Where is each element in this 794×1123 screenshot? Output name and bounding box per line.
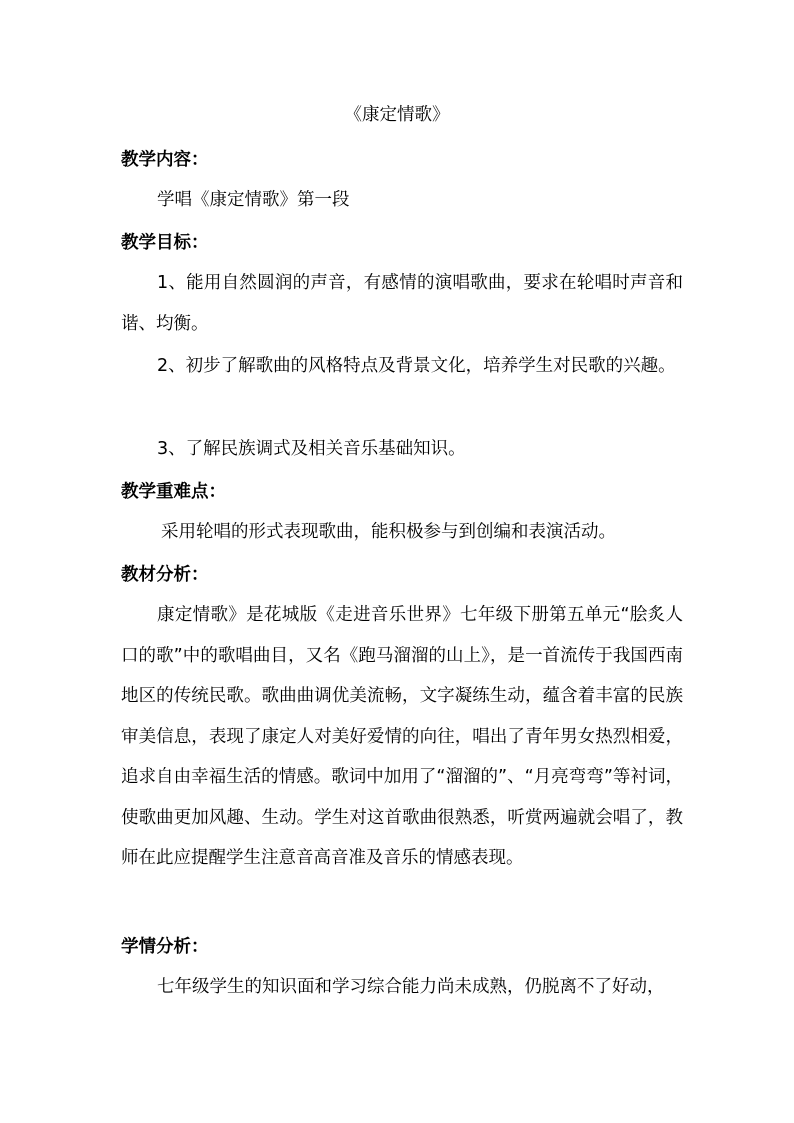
section-paragraph-material-analysis: 康定情歌》是花城版《走进音乐世界》七年级下册第五单元“脍炙人口的歌”中的歌唱曲目，又名《跑马溜溜的山上》，是一首流传于我国西南地区的传统民歌。歌曲曲调优美流畅，文字凝练生动，蕴含着丰富的民族审美信息，表现了康定人对美好爱情的向往，唱出了青年男女热烈相爱，追求自由幸福生活的情感。歌词中加用了“溜溜的”、“月亮弯弯”等衬词，使歌曲更加风趣、生动。学生对这首歌曲很熟悉，听赏两遍就会唱了，教师在此应提醒学生注意音高音准及音乐的情感表现。 xyxy=(121,605,683,868)
section-heading-teaching-goals: 教学目标： xyxy=(121,233,209,253)
section-paragraph-teaching-content: 学唱《康定情歌》第一段 xyxy=(157,190,350,210)
document-title: 《康定情歌》 xyxy=(344,105,450,125)
section-paragraph-key-points: 采用轮唱的形式表现歌曲，能积极参与到创编和表演活动。 xyxy=(161,522,616,542)
section-heading-teaching-content: 教学内容： xyxy=(121,150,209,170)
section-heading-student-analysis: 学情分析： xyxy=(121,937,209,957)
section-heading-material-analysis: 教材分析： xyxy=(121,565,209,585)
goal-item-1: 1、能用自然圆润的声音，有感情的演唱歌曲，要求在轮唱时声音和谐、均衡。 xyxy=(121,273,683,334)
section-paragraph-student-analysis: 七年级学生的知识面和学习综合能力尚未成熟，仍脱离不了好动， xyxy=(157,977,665,997)
goal-item-3: 3、了解民族调式及相关音乐基础知识。 xyxy=(157,439,466,459)
goal-item-2: 2、初步了解歌曲的风格特点及背景文化，培养学生对民歌的兴趣。 xyxy=(157,356,676,376)
section-heading-key-points: 教学重难点： xyxy=(121,482,226,502)
